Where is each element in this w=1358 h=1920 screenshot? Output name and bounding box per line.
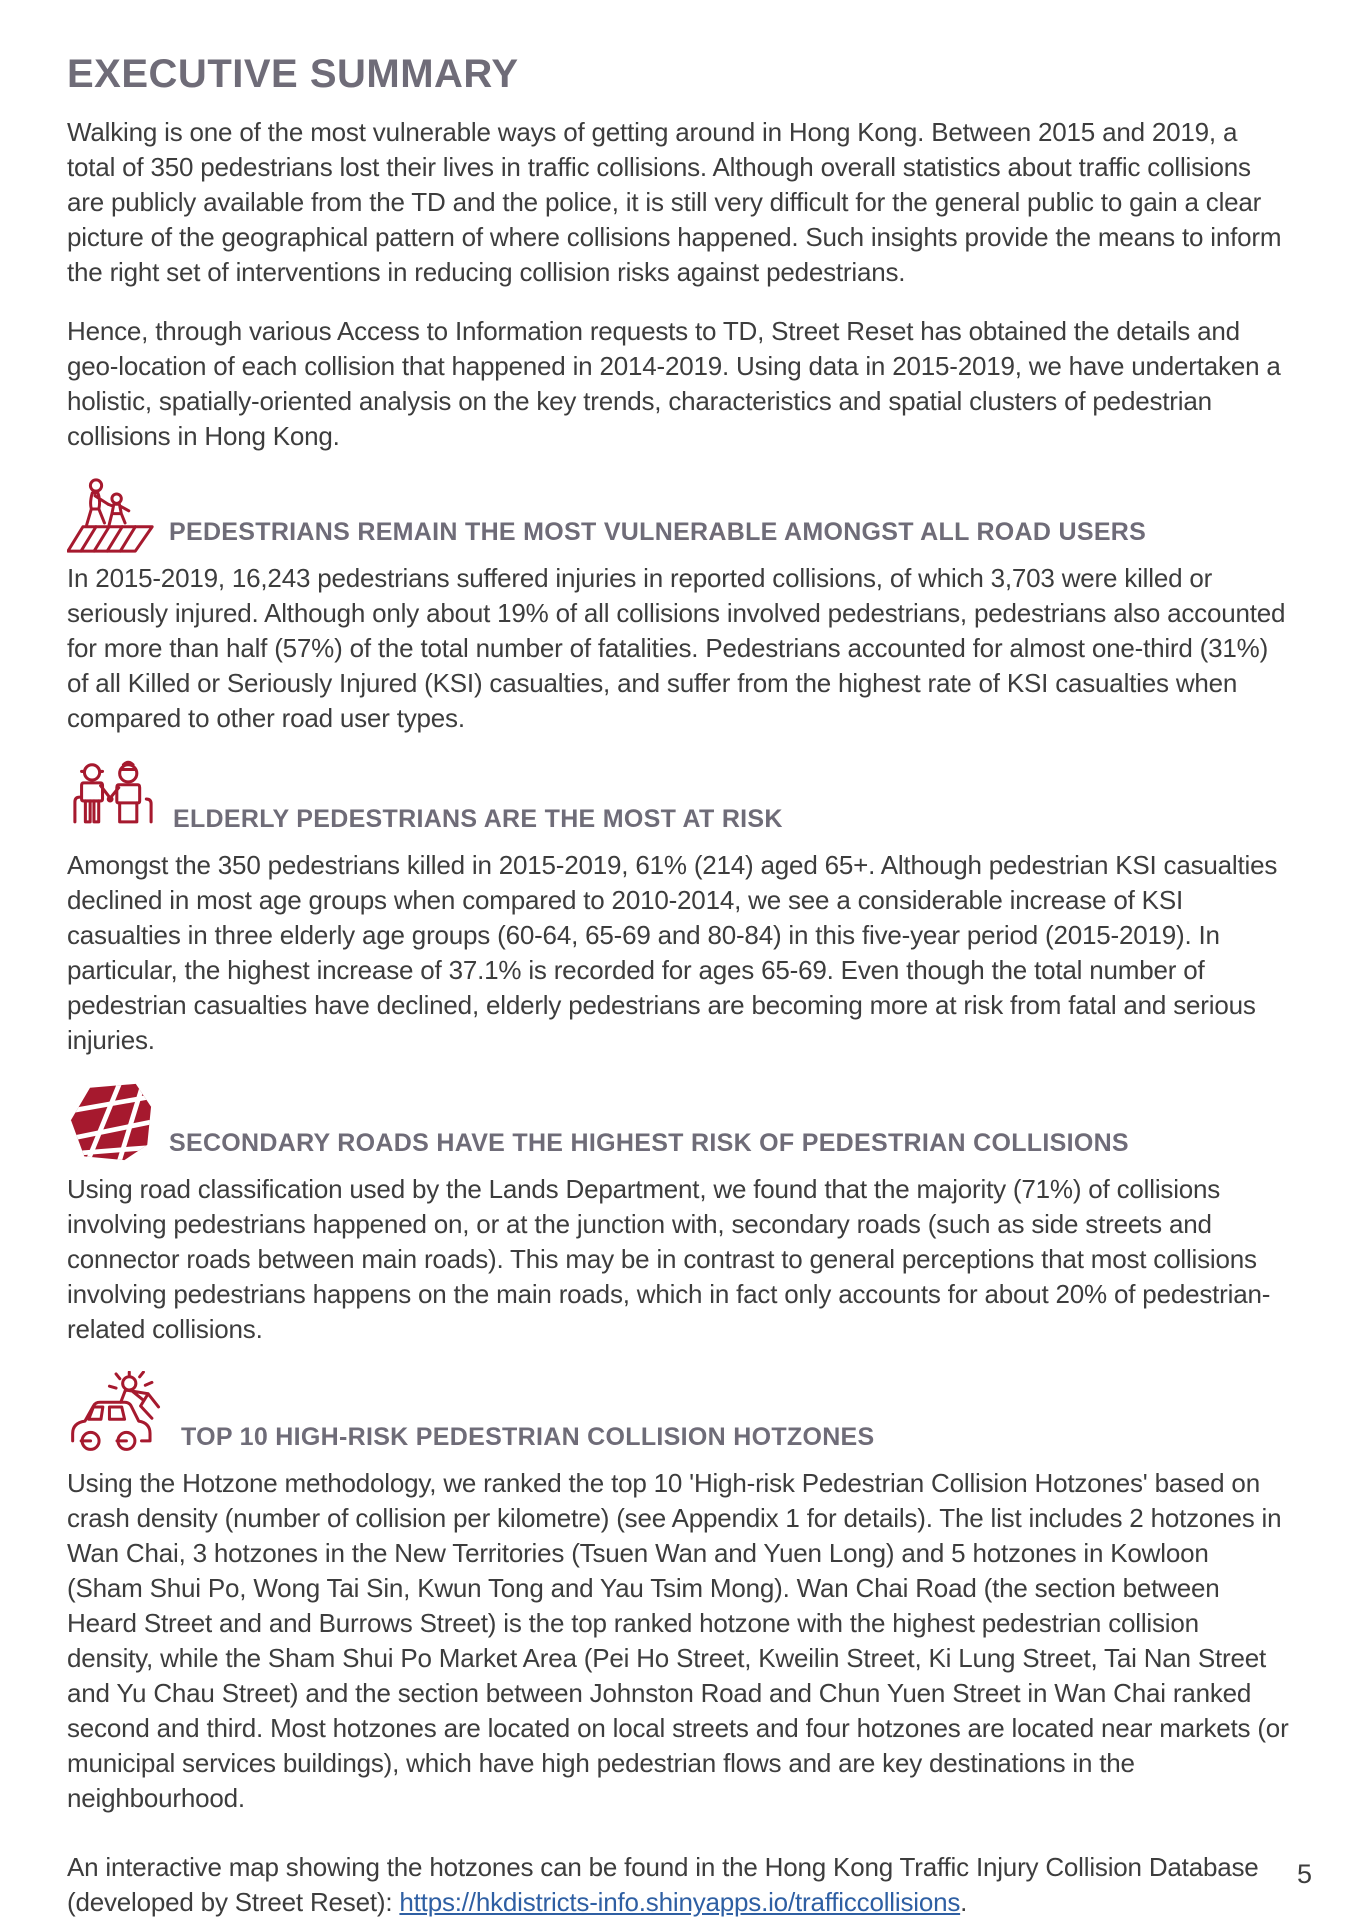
page-number: 5 [1296, 1859, 1312, 1889]
section-heading: SECONDARY ROADS HAVE THE HIGHEST RISK OF PEDESTRIAN COLLISIONS [169, 1129, 1129, 1157]
section-top10-hotzones [67, 1371, 1291, 1816]
section-secondary-roads [67, 1082, 1291, 1347]
section-header [67, 1082, 1291, 1164]
section-heading: TOP 10 HIGH-RISK PEDESTRIAN COLLISION HOTZONES [181, 1423, 875, 1451]
section-header [67, 478, 1291, 553]
page-title: EXECUTIVE SUMMARY [67, 52, 519, 96]
closing-period: . [960, 1887, 968, 1917]
intro-paragraph-2: Hence, through various Access to Information requests to TD, Street Reset has obtained the details and geo-location of each collision that happened in 2014-2019. Using data in 2015-2019, we have undertaken a holistic, spatially-oriented analysis on the key trends, characteristics and spatial clusters of pedestrian collisions in Hong Kong. [67, 316, 1281, 451]
crosswalk-pedestrians-icon [67, 478, 155, 553]
section-pedestrians-vulnerable [67, 478, 1291, 736]
section-body: In 2015-2019, 16,243 pedestrians suffered injuries in reported collisions, of which 3,703 were killed or seriously injured. Although only about 19% of all collisions involved pedestrians, pedestrians also accounted for more than half (57%) of the total number of fatalities. Pedestrians accounted for almost one-third (31%) of all Killed or Seriously Injured (KSI) casualties, and suffer from the highest rate of KSI casualties when compared to other road user types. [67, 563, 1286, 733]
section-heading: ELDERLY PEDESTRIANS ARE THE MOST AT RISK [173, 805, 783, 833]
closing-paragraph [67, 1850, 1291, 1920]
car-pedestrian-collision-icon [67, 1371, 167, 1458]
elderly-couple-icon [67, 760, 159, 840]
section-heading: PEDESTRIANS REMAIN THE MOST VULNERABLE AMONGST ALL ROAD USERS [169, 518, 1147, 546]
street-map-icon [67, 1082, 155, 1164]
section-header [67, 760, 1291, 840]
intro-paragraph-1: Walking is one of the most vulnerable ways of getting around in Hong Kong. Between 2015 and 2019, a total of 350 pedestrians lost their lives in traffic collisions. Although overall statistics about traffic collisions are publicly available from the TD and the police, it is still very difficult for the general public to gain a clear picture of the geographical pattern of where collisions happened. Such insights provide the means to inform the right set of interventions in reducing collision risks against pedestrians. [67, 117, 1282, 287]
traffic-collision-database-link[interactable]: https://hkdistricts-info.shinyapps.io/trafficcollisions [399, 1887, 961, 1917]
closing-text: An interactive map showing the hotzones can be found in the Hong Kong Traffic Injury Collision Database (developed by Street Reset): [67, 1852, 1259, 1917]
section-elderly-at-risk [67, 760, 1291, 1058]
section-body: Using the Hotzone methodology, we ranked the top 10 'High-risk Pedestrian Collision Hotzones' based on crash density (number of collision per kilometre) (see Appendix 1 for details). The list includes 2 hotzones in Wan Chai, 3 hotzones in the New Territories (Tsuen Wan and Yuen Long) and 5 hotzones in Kowloon (Sham Shui Po, Wong Tai Sin, Kwun Tong and Yau Tsim Mong). Wan Chai Road (the section between Heard Street and and Burrows Street) is the top ranked hotzone with the highest pedestrian collision density, while the Sham Shui Po Market Area (Pei Ho Street, Kweilin Street, Ki Lung Street, Tai Nan Street and Yu Chau Street) and the section between Johnston Road and Chun Yuen Street in Wan Chai ranked second and third. Most hotzones are located on local streets and four hotzones are located near markets (or municipal services buildings), which have high pedestrian flows and are key destinations in the neighbourhood. [67, 1468, 1289, 1813]
section-body: Amongst the 350 pedestrians killed in 2015-2019, 61% (214) aged 65+. Although pedestrian KSI casualties declined in most age groups when compared to 2010-2014, we see a considerable increase of KSI casualties in three elderly age groups (60-64, 65-69 and 80-84) in this five-year period (2015-2019). In particular, the highest increase of 37.1% is recorded for ages 65-69. Even though the total number of pedestrian casualties have declined, elderly pedestrians are becoming more at risk from fatal and serious injuries. [67, 850, 1278, 1055]
section-header [67, 1371, 1291, 1458]
section-body: Using road classification used by the Lands Department, we found that the majority (71%) of collisions involving pedestrians happened on, or at the junction with, secondary roads (such as side streets and connector roads between main roads). This may be in contrast to general perceptions that most collisions involving pedestrians happens on the main roads, which in fact only accounts for about 20% of pedestrian-related collisions. [67, 1174, 1271, 1344]
